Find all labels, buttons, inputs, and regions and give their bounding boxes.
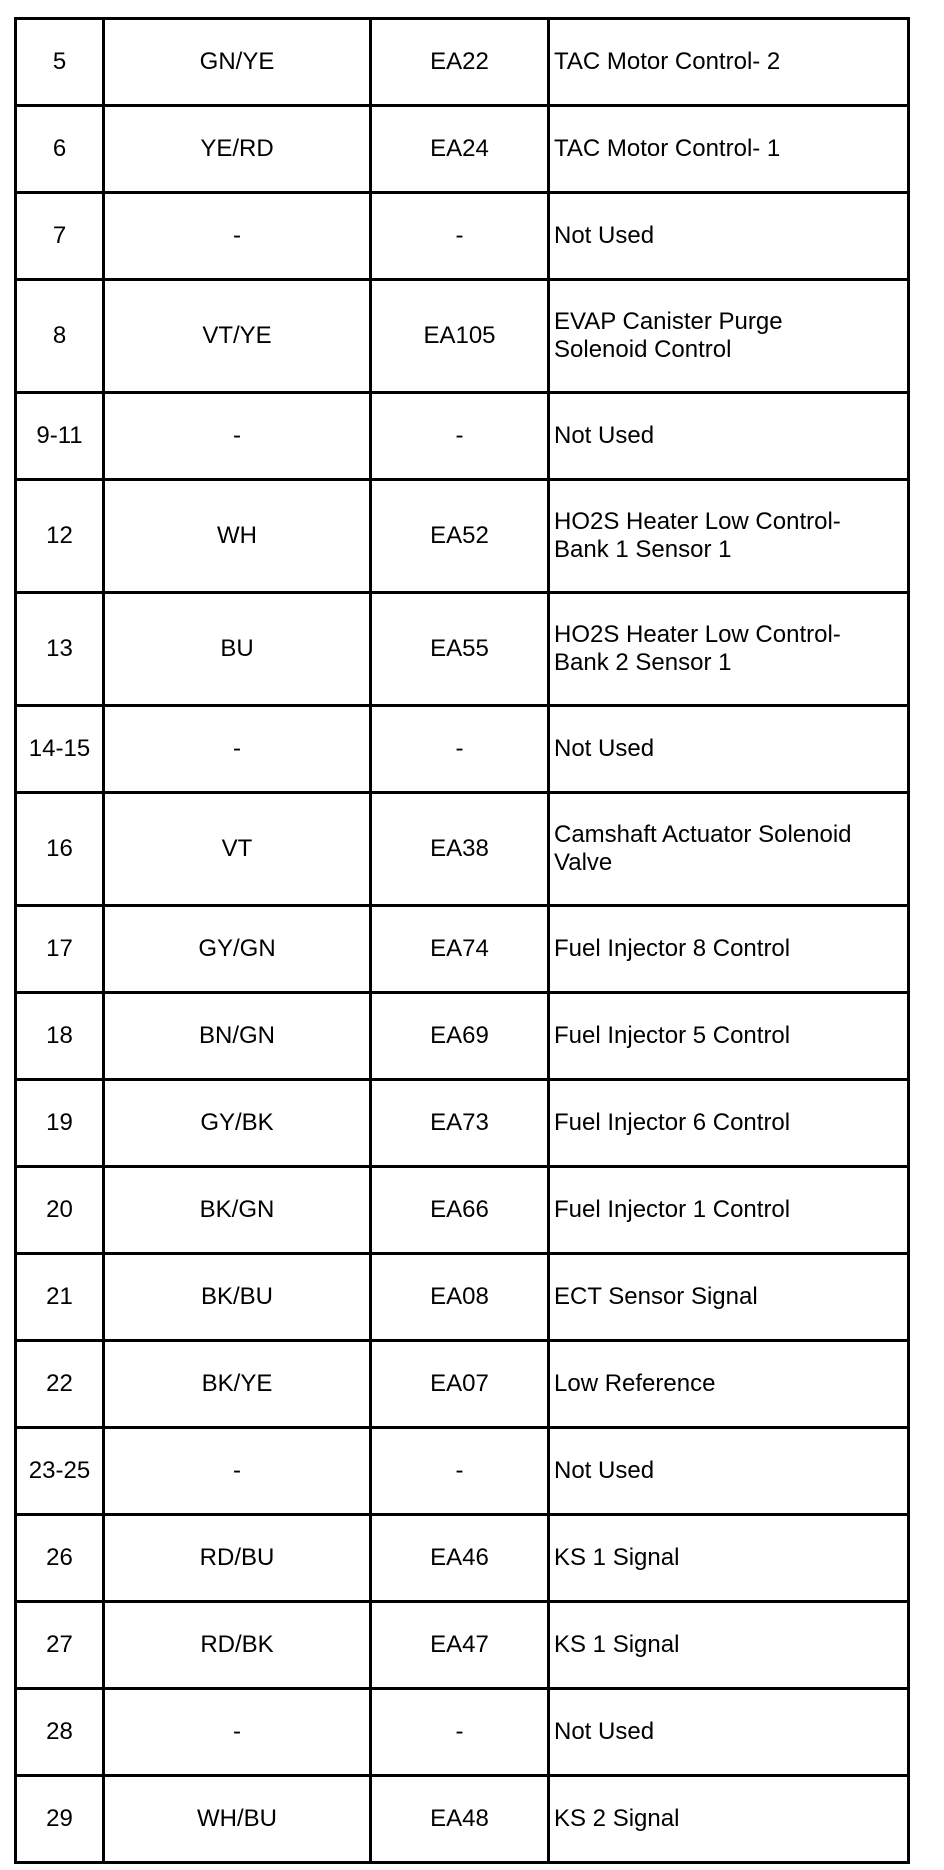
- pin-number-cell: 12: [16, 480, 104, 593]
- function-text-line: TAC Motor Control- 1: [554, 135, 781, 163]
- function-text-line: Fuel Injector 5 Control: [554, 1022, 791, 1050]
- table-row: [16, 993, 909, 1080]
- table-row: [16, 480, 909, 593]
- function-cell: [549, 393, 909, 480]
- wire-color-cell: -: [104, 706, 371, 793]
- circuit-number-cell: EA07: [371, 1341, 549, 1428]
- function-cell: [549, 593, 909, 706]
- wire-color-cell: VT: [104, 793, 371, 906]
- circuit-number-cell: EA08: [371, 1254, 549, 1341]
- function-text-line: KS 1 Signal: [554, 1544, 680, 1572]
- connector-pinout-table: [14, 17, 910, 1864]
- wire-color-cell: BN/GN: [104, 993, 371, 1080]
- table-row: [16, 1341, 909, 1428]
- table-row: [16, 393, 909, 480]
- wire-color-cell: WH/BU: [104, 1776, 371, 1863]
- circuit-number-cell: -: [371, 193, 549, 280]
- circuit-number-cell: -: [371, 706, 549, 793]
- wire-color-cell: -: [104, 1689, 371, 1776]
- function-cell: [549, 1776, 909, 1863]
- circuit-number-cell: EA69: [371, 993, 549, 1080]
- table-row: [16, 1080, 909, 1167]
- pin-number-cell: 23-25: [16, 1428, 104, 1515]
- circuit-number-cell: EA52: [371, 480, 549, 593]
- circuit-number-cell: -: [371, 1428, 549, 1515]
- table-row: [16, 19, 909, 106]
- circuit-number-cell: -: [371, 393, 549, 480]
- pin-number-cell: 5: [16, 19, 104, 106]
- function-text-line: Not Used: [554, 1718, 655, 1746]
- function-cell: [549, 706, 909, 793]
- function-text-line: TAC Motor Control- 2: [554, 48, 781, 76]
- wire-color-cell: -: [104, 1428, 371, 1515]
- table-row: [16, 1602, 909, 1689]
- function-text-line: Not Used: [554, 1457, 655, 1485]
- pin-number-cell: 14-15: [16, 706, 104, 793]
- function-cell: [549, 906, 909, 993]
- function-cell: [549, 106, 909, 193]
- wire-color-cell: VT/YE: [104, 280, 371, 393]
- function-text-line: HO2S Heater Low Control-: [554, 621, 841, 649]
- function-text-line: HO2S Heater Low Control-: [554, 508, 841, 536]
- table-row: [16, 906, 909, 993]
- function-text-line: Not Used: [554, 422, 655, 450]
- pin-number-cell: 29: [16, 1776, 104, 1863]
- wire-color-cell: GY/GN: [104, 906, 371, 993]
- table-row: [16, 1689, 909, 1776]
- function-cell: [549, 1428, 909, 1515]
- function-cell: [549, 19, 909, 106]
- function-cell: [549, 993, 909, 1080]
- circuit-number-cell: EA38: [371, 793, 549, 906]
- function-text-line: Not Used: [554, 735, 655, 763]
- pin-number-cell: 8: [16, 280, 104, 393]
- function-text-line: Bank 2 Sensor 1: [554, 649, 732, 676]
- circuit-number-cell: -: [371, 1689, 549, 1776]
- function-text-line: Fuel Injector 8 Control: [554, 935, 791, 963]
- circuit-number-cell: EA47: [371, 1602, 549, 1689]
- function-cell: [549, 1515, 909, 1602]
- pin-number-cell: 28: [16, 1689, 104, 1776]
- pin-number-cell: 27: [16, 1602, 104, 1689]
- pin-number-cell: 20: [16, 1167, 104, 1254]
- function-text-line: Not Used: [554, 222, 655, 250]
- wire-color-cell: YE/RD: [104, 106, 371, 193]
- wire-color-cell: RD/BU: [104, 1515, 371, 1602]
- function-text-line: Fuel Injector 6 Control: [554, 1109, 791, 1137]
- pin-number-cell: 9-11: [16, 393, 104, 480]
- function-cell: [549, 280, 909, 393]
- function-cell: [549, 193, 909, 280]
- wire-color-cell: BU: [104, 593, 371, 706]
- pin-number-cell: 13: [16, 593, 104, 706]
- circuit-number-cell: EA55: [371, 593, 549, 706]
- pin-number-cell: 17: [16, 906, 104, 993]
- function-text-line: Low Reference: [554, 1370, 716, 1398]
- pin-number-cell: 7: [16, 193, 104, 280]
- table-row: [16, 793, 909, 906]
- circuit-number-cell: EA66: [371, 1167, 549, 1254]
- circuit-number-cell: EA48: [371, 1776, 549, 1863]
- wire-color-cell: -: [104, 193, 371, 280]
- wire-color-cell: RD/BK: [104, 1602, 371, 1689]
- function-text-line: EVAP Canister Purge: [554, 308, 783, 336]
- function-cell: [549, 1254, 909, 1341]
- table-row: [16, 106, 909, 193]
- function-text-line: ECT Sensor Signal: [554, 1283, 758, 1311]
- circuit-number-cell: EA46: [371, 1515, 549, 1602]
- wire-color-cell: BK/BU: [104, 1254, 371, 1341]
- function-cell: [549, 480, 909, 593]
- table-row: [16, 706, 909, 793]
- wire-color-cell: GY/BK: [104, 1080, 371, 1167]
- function-text-line: Camshaft Actuator Solenoid: [554, 821, 852, 849]
- circuit-number-cell: EA105: [371, 280, 549, 393]
- function-text-line: Valve: [554, 849, 613, 876]
- table-row: [16, 1515, 909, 1602]
- function-text-line: KS 2 Signal: [554, 1805, 680, 1833]
- pin-number-cell: 22: [16, 1341, 104, 1428]
- function-cell: [549, 1341, 909, 1428]
- table-row: [16, 1167, 909, 1254]
- wire-color-cell: WH: [104, 480, 371, 593]
- function-cell: [549, 793, 909, 906]
- pinout-table-body: [16, 19, 909, 1863]
- circuit-number-cell: EA74: [371, 906, 549, 993]
- function-cell: [549, 1167, 909, 1254]
- pin-number-cell: 6: [16, 106, 104, 193]
- pin-number-cell: 21: [16, 1254, 104, 1341]
- wire-color-cell: GN/YE: [104, 19, 371, 106]
- wire-color-cell: BK/YE: [104, 1341, 371, 1428]
- function-text-line: Fuel Injector 1 Control: [554, 1196, 791, 1224]
- table-row: [16, 1254, 909, 1341]
- table-row: [16, 280, 909, 393]
- wire-color-cell: BK/GN: [104, 1167, 371, 1254]
- function-text-line: Bank 1 Sensor 1: [554, 536, 732, 563]
- pin-number-cell: 19: [16, 1080, 104, 1167]
- table-row: [16, 593, 909, 706]
- table-row: [16, 1776, 909, 1863]
- circuit-number-cell: EA73: [371, 1080, 549, 1167]
- pin-number-cell: 26: [16, 1515, 104, 1602]
- function-cell: [549, 1080, 909, 1167]
- table-row: [16, 1428, 909, 1515]
- function-text-line: KS 1 Signal: [554, 1631, 680, 1659]
- table-row: [16, 193, 909, 280]
- function-text-line: Solenoid Control: [554, 336, 732, 363]
- wire-color-cell: -: [104, 393, 371, 480]
- function-cell: [549, 1602, 909, 1689]
- pin-number-cell: 18: [16, 993, 104, 1080]
- circuit-number-cell: EA22: [371, 19, 549, 106]
- function-cell: [549, 1689, 909, 1776]
- pin-number-cell: 16: [16, 793, 104, 906]
- circuit-number-cell: EA24: [371, 106, 549, 193]
